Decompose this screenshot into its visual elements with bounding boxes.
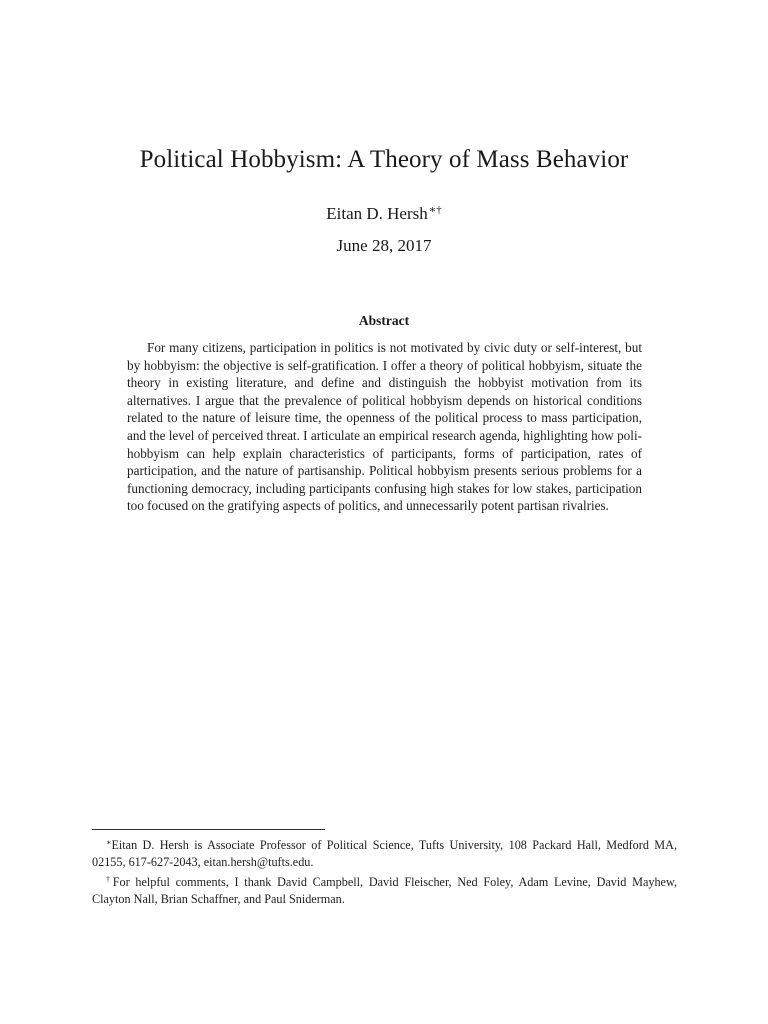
footnote-text: Eitan D. Hersh is Associate Professor of Political Science, Tufts University, 108 Packard Hall, Medford MA, 02155, 617-627-2043, eitan.hersh@tufts.edu. xyxy=(92,838,677,869)
footnote-mark: ∗ xyxy=(106,838,112,847)
footnote-mark: † xyxy=(106,875,113,884)
author-footnote-marks: ∗† xyxy=(428,204,442,216)
footnotes xyxy=(92,834,677,908)
author-name: Eitan D. Hersh xyxy=(326,204,428,223)
footnote-divider xyxy=(92,829,325,830)
author-line xyxy=(0,203,768,224)
publication-date: June 28, 2017 xyxy=(336,236,432,255)
abstract-text: For many citizens, participation in politics is not motivated by civic duty or self-interest, but by hobbyism: the objective is self-gratification. I offer a theory of political hobbyism, situate the theory in existing literature, and define and distinguish the hobbyist motivation from its alternatives. I argue that the prevalence of political hobbyism depends on historical conditions related to the nature of leisure time, the openness of the political process to mass participation, and the level of perceived threat. I articulate an empirical research agenda, highlighting how poli-hobbyism can help explain characteristics of participants, forms of participation, rates of participation, and the nature of partisanship. Political hobbyism presents serious problems for a functioning democracy, including participants confusing high stakes for low stakes, participation too focused on the gratifying aspects of politics, and unnecessarily potent partisan rivalries. xyxy=(127,340,642,514)
paper-title: Political Hobbyism: A Theory of Mass Behavior xyxy=(139,146,629,173)
footnote-text: For helpful comments, I thank David Campbell, David Fleischer, Ned Foley, Adam Levine, David Mayhew, Clayton Nall, Brian Schaffner, and Paul Sniderman. xyxy=(92,875,678,906)
footnote-author-affiliation xyxy=(92,834,677,871)
abstract-heading: Abstract xyxy=(358,313,410,328)
footnote-acknowledgements xyxy=(92,871,677,908)
